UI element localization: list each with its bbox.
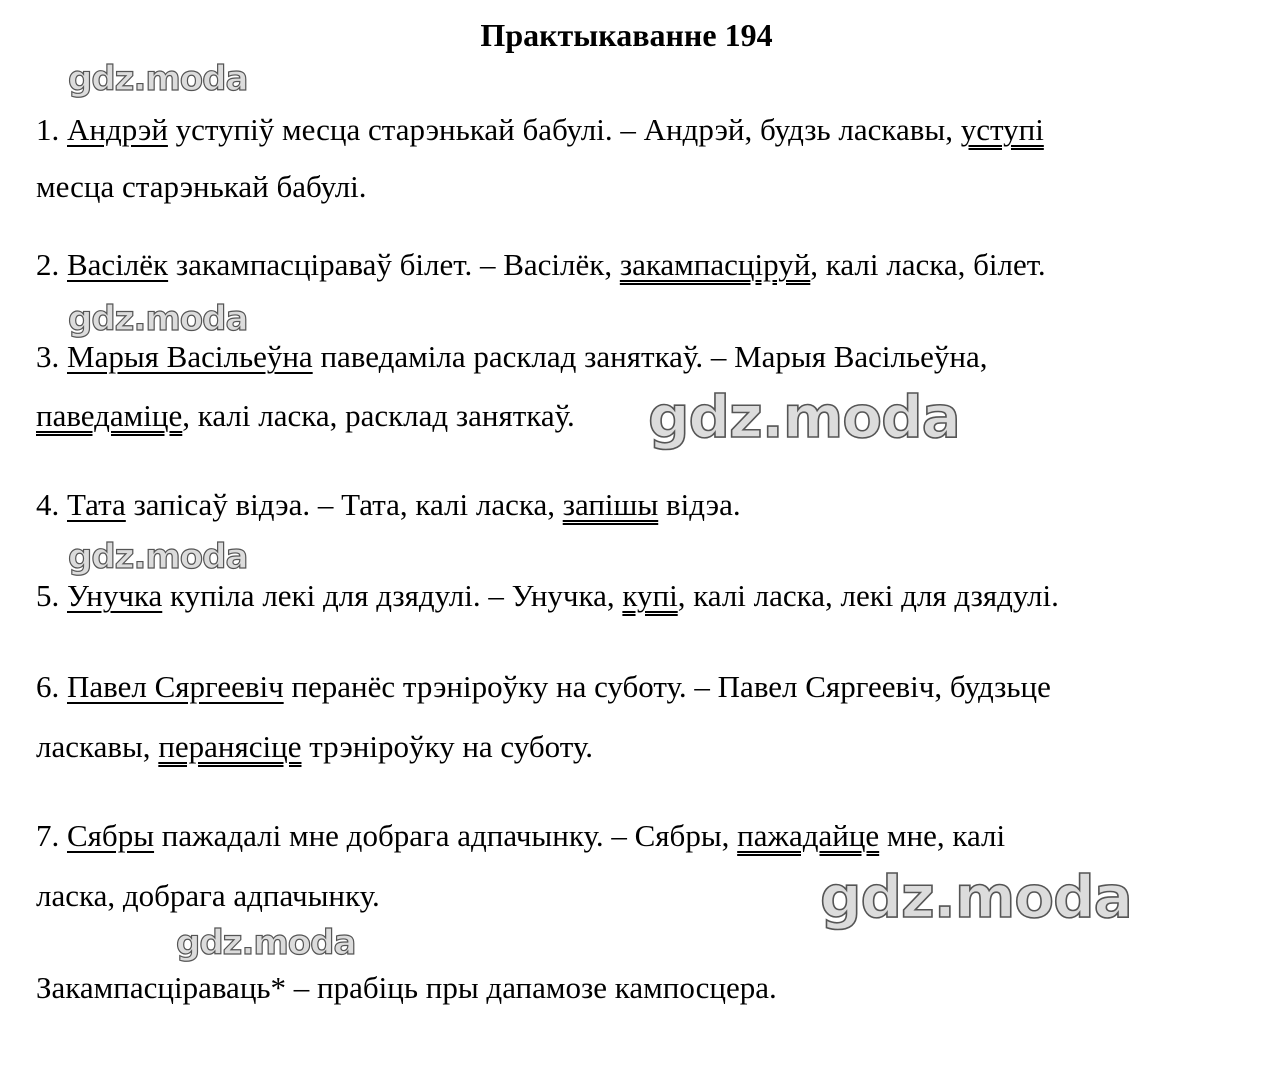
watermark: gdz.moda — [820, 863, 1132, 931]
subject-underlined: Марыя Васільеўна — [67, 339, 313, 374]
predicate-underlined: купі — [622, 578, 678, 613]
sentence-text: мне, калі — [879, 818, 1006, 853]
subject-underlined: Андрэй — [67, 112, 168, 147]
watermark: gdz.moda — [648, 383, 960, 451]
sentence-line — [36, 245, 1046, 285]
subject-underlined: Сябры — [67, 818, 155, 853]
sentence-text: 2. — [36, 247, 67, 282]
subject-underlined: Васілёк — [67, 247, 169, 282]
sentence-text: 6. — [36, 669, 67, 704]
page-title: Практыкаванне 194 — [480, 17, 773, 53]
sentence-text: , калі ласка, лекі для дзядулі. — [677, 578, 1059, 613]
predicate-underlined: паведаміце — [36, 398, 183, 433]
sentence-text: закампасціраваў білет. – Васілёк, — [168, 247, 620, 282]
predicate-underlined: закампасціруй — [619, 247, 811, 282]
sentence-text: перанёс трэніроўку на суботу. – Павел Сяргеевіч, будзьце — [283, 669, 1051, 704]
sentence-line — [36, 816, 1005, 856]
sentence-line — [36, 167, 367, 207]
sentence-line — [36, 576, 1059, 616]
sentence-line — [36, 876, 380, 916]
sentence-line — [36, 337, 988, 377]
sentence-text: , калі ласка, расклад заняткаў. — [182, 398, 575, 433]
sentence-line — [36, 110, 1044, 150]
sentence-line — [36, 667, 1051, 707]
predicate-underlined: запішы — [562, 487, 659, 522]
subject-underlined: Унучка — [67, 578, 163, 613]
sentence-text: месца старэнькай бабулі. — [36, 169, 367, 204]
watermark: gdz.moda — [176, 923, 356, 963]
sentence-text: запісаў відэа. – Тата, калі ласка, — [125, 487, 563, 522]
predicate-underlined: перанясіце — [158, 729, 302, 764]
predicate-underlined: пажадайце — [737, 818, 880, 853]
sentence-line — [36, 396, 575, 436]
predicate-underlined: уступі — [960, 112, 1044, 147]
sentence-text: уступіў месца старэнькай бабулі. – Андрэй, будзь ласкавы, — [167, 112, 961, 147]
watermark: gdz.moda — [68, 537, 248, 577]
sentence-text: 5. — [36, 578, 67, 613]
sentence-text: 7. — [36, 818, 67, 853]
sentence-text: купіла лекі для дзядулі. – Унучка, — [162, 578, 623, 613]
subject-underlined: Павел Сяргеевіч — [67, 669, 284, 704]
sentence-text: паведаміла расклад заняткаў. – Марыя Васільеўна, — [312, 339, 988, 374]
watermark: gdz.moda — [68, 59, 248, 99]
subject-underlined: Тата — [67, 487, 126, 522]
sentence-text: відэа. — [658, 487, 741, 522]
sentence-text: трэніроўку на суботу. — [301, 729, 594, 764]
footnote: Закампасціраваць* – прабіць пры дапамозе кампосцера. — [36, 970, 777, 1005]
sentence-text: 4. — [36, 487, 67, 522]
sentence-text: ласкавы, — [36, 729, 159, 764]
sentence-line — [36, 727, 593, 767]
sentence-line — [36, 485, 741, 525]
sentence-text: 1. — [36, 112, 67, 147]
watermark: gdz.moda — [68, 299, 248, 339]
sentence-text: ласка, добрага адпачынку. — [36, 878, 380, 913]
sentence-text: пажадалі мне добрага адпачынку. – Сябры, — [154, 818, 738, 853]
sentence-text: 3. — [36, 339, 67, 374]
sentence-text: , калі ласка, білет. — [810, 247, 1046, 282]
